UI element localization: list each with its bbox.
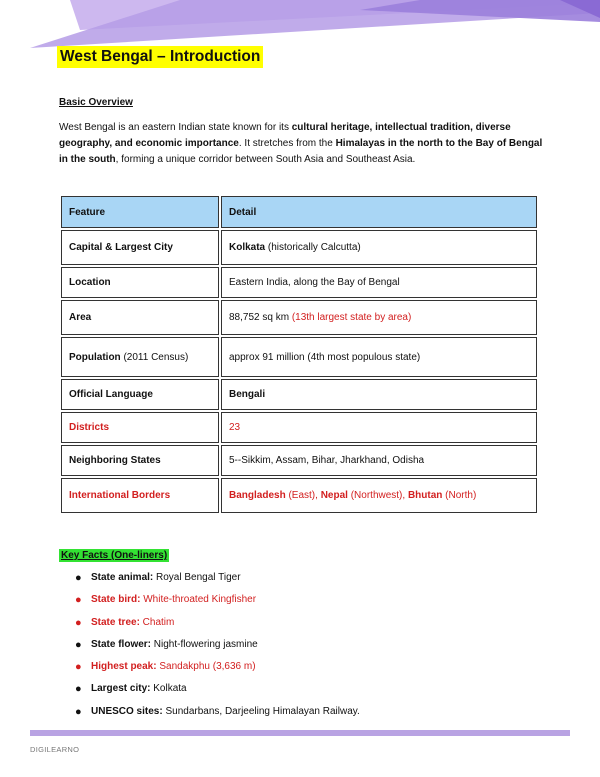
key-facts-heading: Key Facts (One-liners) — [61, 550, 168, 561]
table-row — [61, 478, 537, 513]
list-item: ● State bird: White-throated Kingfisher — [75, 594, 257, 607]
table-row — [61, 230, 537, 265]
overview-table — [59, 194, 539, 515]
table-row — [61, 412, 537, 443]
bullet-icon: ● — [75, 572, 82, 584]
table-row — [61, 445, 537, 476]
page-title: West Bengal – Introduction — [57, 46, 263, 68]
table-header-feature: Feature — [61, 196, 219, 228]
feature-cell: Location — [61, 267, 219, 298]
detail-cell: 5--Sikkim, Assam, Bihar, Jharkhand, Odisha — [221, 445, 537, 476]
detail-cell: 23 — [221, 412, 537, 443]
detail-cell: Bangladesh (East), Nepal (Northwest), Bhutan (North) — [221, 478, 537, 513]
bullet-icon: ● — [75, 705, 82, 718]
bullet-icon: ● — [75, 661, 82, 674]
footer-brand: DIGILEARNO — [30, 745, 80, 754]
feature-cell: Population (2011 Census) — [61, 337, 219, 377]
feature-cell: International Borders — [61, 478, 219, 513]
feature-cell: Neighboring States — [61, 445, 219, 476]
list-item: ● UNESCO sites: Sundarbans, Darjeeling Himalayan Railway. — [75, 705, 360, 718]
table-header-row — [61, 196, 537, 228]
table-header-detail: Detail — [221, 196, 537, 228]
bullet-icon: ● — [75, 683, 82, 696]
table-row — [61, 267, 537, 298]
table-row — [61, 379, 537, 410]
feature-cell: Capital & Largest City — [61, 230, 219, 265]
intro-paragraph: West Bengal is an eastern Indian state known for its cultural heritage, intellectual tradition, diverse geography, and economic importance. It stretches from the Himalayas in the north to the Bay of Bengal in the south, forming a unique corridor between South Asia and Southeast Asia. — [59, 122, 543, 165]
bullet-icon: ● — [75, 594, 82, 607]
bullet-icon: ● — [75, 616, 82, 629]
basic-overview-heading: Basic Overview — [59, 97, 133, 108]
detail-cell: 88,752 sq km (13th largest state by area) — [221, 300, 537, 335]
footer-divider — [30, 730, 570, 736]
list-item: ● State animal: Royal Bengal Tiger — [75, 572, 241, 584]
table-row — [61, 337, 537, 377]
detail-cell: Bengali — [221, 379, 537, 410]
detail-cell: Kolkata (historically Calcutta) — [221, 230, 537, 265]
table-row — [61, 300, 537, 335]
bullet-icon: ● — [75, 638, 82, 651]
detail-cell: Eastern India, along the Bay of Bengal — [221, 267, 537, 298]
list-item: ● Largest city: Kolkata — [75, 683, 187, 696]
feature-cell: Area — [61, 300, 219, 335]
feature-cell: Districts — [61, 412, 219, 443]
feature-cell: Official Language — [61, 379, 219, 410]
list-item: ● Highest peak: Sandakphu (3,636 m) — [75, 661, 256, 674]
list-item: ● State tree: Chatim — [75, 616, 175, 629]
key-facts-list — [59, 570, 360, 726]
detail-cell: approx 91 million (4th most populous state) — [221, 337, 537, 377]
list-item: ● State flower: Night-flowering jasmine — [75, 638, 258, 651]
